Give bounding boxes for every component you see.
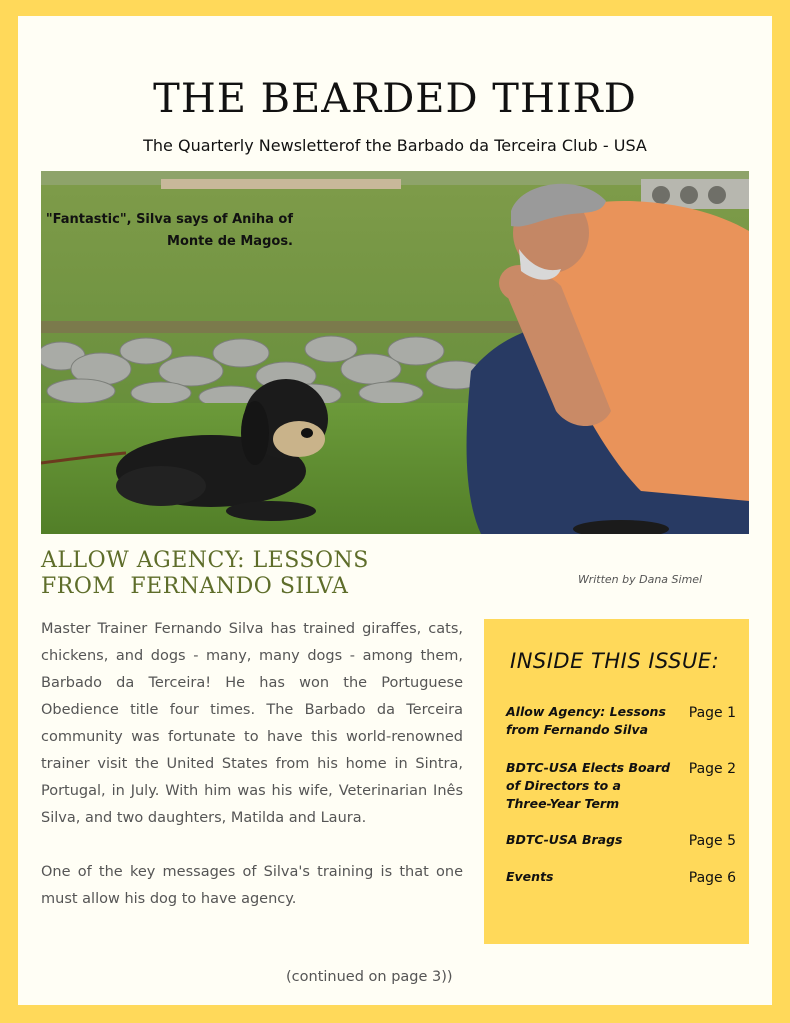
- article-paragraph: One of the key messages of Silva's training is that one must allow his dog to have agency.: [41, 864, 463, 907]
- toc-item-page: Page 5: [688, 833, 736, 849]
- article-byline: Written by Dana Simel: [578, 573, 703, 586]
- headline-line-2: FROM FERNANDO SILVA: [41, 574, 349, 599]
- photo-caption: [43, 209, 293, 253]
- toc-item-page: Page 6: [688, 870, 736, 886]
- newsletter-title: THE BEARDED THIRD: [153, 76, 637, 122]
- caption-line-2: Monte de Magos.: [167, 234, 293, 249]
- continued-note: (continued on page 3)): [286, 969, 453, 985]
- toc-item-title: Allow Agency: Lessons from Fernando Silva: [506, 704, 666, 737]
- article-body: [41, 616, 463, 940]
- article-paragraph: Master Trainer Fernando Silva has trained giraffes, cats, chickens, and dogs - many, many dogs - among them, Barbado da Terceira! He has won the Portuguese Obedience title four times. The Barbado da Terceira community was fortunate to have this world-renowned trainer visit the United States from his home in Sintra, Portugal, in July. With him was his wife, Veterinarian Inês Silva, and two daughters, Matilda and Laura.: [41, 621, 463, 826]
- toc-item-title: BDTC-USA Elects Board of Directors to a Three-Year Term: [506, 760, 671, 811]
- cover-photo: [41, 171, 749, 534]
- toc-item-title: Events: [506, 869, 554, 884]
- newsletter-page: [18, 16, 772, 1005]
- toc-item-page: Page 1: [688, 705, 736, 721]
- caption-line-1: "Fantastic", Silva says of Aniha of: [45, 212, 293, 227]
- toc-item-page: Page 2: [688, 761, 736, 777]
- headline-line-1: ALLOW AGENCY: LESSONS: [41, 548, 369, 573]
- newsletter-subtitle: The Quarterly Newsletterof the Barbado da Terceira Club - USA: [143, 136, 647, 155]
- inside-this-issue-box: [484, 619, 749, 944]
- sidebar-title: INSIDE THIS ISSUE:: [510, 649, 720, 673]
- toc-item-title: BDTC-USA Brags: [506, 832, 623, 847]
- article-headline: [41, 548, 461, 600]
